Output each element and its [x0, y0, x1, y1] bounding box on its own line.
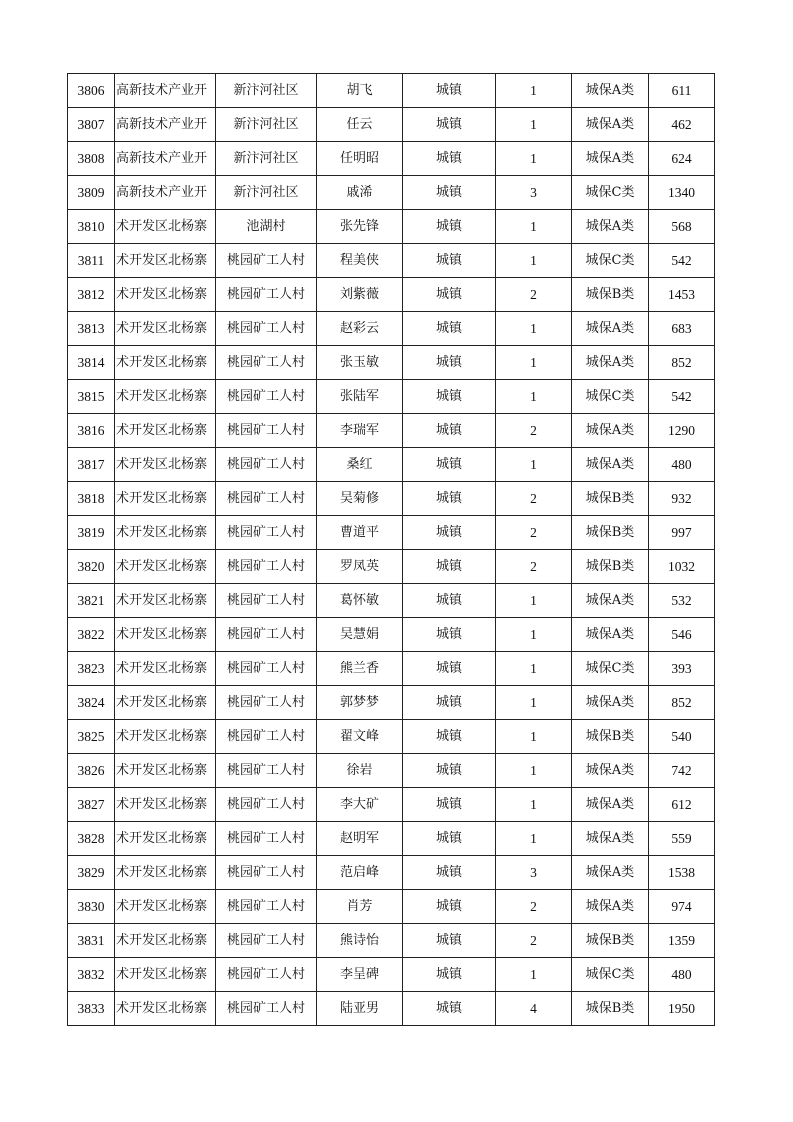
row-name-cell: 范启峰 — [317, 856, 403, 890]
row-seq-cell: 3825 — [68, 720, 115, 754]
row-type-cell: 城镇 — [403, 414, 496, 448]
row-seq-cell: 3820 — [68, 550, 115, 584]
row-category-cell: 城保B类 — [572, 924, 649, 958]
row-count-cell: 2 — [496, 414, 572, 448]
row-area-cell: 术开发区北杨寨 — [115, 414, 216, 448]
row-seq-cell: 3811 — [68, 244, 115, 278]
row-area-cell: 术开发区北杨寨 — [115, 482, 216, 516]
row-amount-cell: 542 — [649, 380, 715, 414]
row-seq-cell: 3816 — [68, 414, 115, 448]
row-name-cell: 肖芳 — [317, 890, 403, 924]
row-seq-cell: 3824 — [68, 686, 115, 720]
row-category-cell: 城保A类 — [572, 618, 649, 652]
row-amount-cell: 997 — [649, 516, 715, 550]
row-type-cell: 城镇 — [403, 822, 496, 856]
row-category-cell: 城保C类 — [572, 244, 649, 278]
row-count-cell: 1 — [496, 312, 572, 346]
row-count-cell: 2 — [496, 890, 572, 924]
row-name-cell: 葛怀敏 — [317, 584, 403, 618]
row-category-cell: 城保A类 — [572, 210, 649, 244]
row-community-cell: 桃园矿工人村 — [216, 890, 317, 924]
row-count-cell: 1 — [496, 754, 572, 788]
row-seq-cell: 3813 — [68, 312, 115, 346]
row-name-cell: 桑红 — [317, 448, 403, 482]
row-amount-cell: 974 — [649, 890, 715, 924]
table-row — [68, 414, 715, 448]
row-community-cell: 桃园矿工人村 — [216, 550, 317, 584]
row-area-cell: 术开发区北杨寨 — [115, 890, 216, 924]
row-area-cell: 术开发区北杨寨 — [115, 516, 216, 550]
row-area-cell: 术开发区北杨寨 — [115, 312, 216, 346]
row-amount-cell: 480 — [649, 448, 715, 482]
row-name-cell: 刘紫薇 — [317, 278, 403, 312]
row-type-cell: 城镇 — [403, 210, 496, 244]
row-name-cell: 吴慧娟 — [317, 618, 403, 652]
row-type-cell: 城镇 — [403, 448, 496, 482]
row-seq-cell: 3806 — [68, 74, 115, 108]
row-community-cell: 新汴河社区 — [216, 74, 317, 108]
row-seq-cell: 3829 — [68, 856, 115, 890]
row-seq-cell: 3817 — [68, 448, 115, 482]
row-name-cell: 张玉敏 — [317, 346, 403, 380]
row-area-cell: 高新技术产业开 — [115, 142, 216, 176]
row-name-cell: 任云 — [317, 108, 403, 142]
row-category-cell: 城保B类 — [572, 550, 649, 584]
table-row — [68, 686, 715, 720]
row-type-cell: 城镇 — [403, 788, 496, 822]
row-seq-cell: 3831 — [68, 924, 115, 958]
row-name-cell: 熊诗怡 — [317, 924, 403, 958]
row-count-cell: 1 — [496, 788, 572, 822]
row-name-cell: 罗凤英 — [317, 550, 403, 584]
row-seq-cell: 3822 — [68, 618, 115, 652]
row-type-cell: 城镇 — [403, 278, 496, 312]
table-body — [68, 74, 715, 1026]
row-community-cell: 桃园矿工人村 — [216, 720, 317, 754]
row-type-cell: 城镇 — [403, 754, 496, 788]
row-category-cell: 城保A类 — [572, 754, 649, 788]
row-count-cell: 1 — [496, 210, 572, 244]
table-row — [68, 618, 715, 652]
row-category-cell: 城保C类 — [572, 652, 649, 686]
row-community-cell: 桃园矿工人村 — [216, 278, 317, 312]
row-count-cell: 1 — [496, 686, 572, 720]
table-row — [68, 958, 715, 992]
row-seq-cell: 3826 — [68, 754, 115, 788]
row-amount-cell: 1359 — [649, 924, 715, 958]
row-community-cell: 桃园矿工人村 — [216, 584, 317, 618]
row-community-cell: 池湖村 — [216, 210, 317, 244]
row-name-cell: 徐岩 — [317, 754, 403, 788]
row-area-cell: 术开发区北杨寨 — [115, 822, 216, 856]
row-amount-cell: 624 — [649, 142, 715, 176]
row-seq-cell: 3827 — [68, 788, 115, 822]
table-row — [68, 992, 715, 1026]
table-row — [68, 584, 715, 618]
row-community-cell: 桃园矿工人村 — [216, 924, 317, 958]
row-seq-cell: 3814 — [68, 346, 115, 380]
row-count-cell: 2 — [496, 516, 572, 550]
row-count-cell: 1 — [496, 652, 572, 686]
row-count-cell: 1 — [496, 108, 572, 142]
row-area-cell: 术开发区北杨寨 — [115, 754, 216, 788]
row-count-cell: 1 — [496, 720, 572, 754]
row-community-cell: 桃园矿工人村 — [216, 448, 317, 482]
table-row — [68, 754, 715, 788]
row-area-cell: 术开发区北杨寨 — [115, 244, 216, 278]
row-name-cell: 程美侠 — [317, 244, 403, 278]
row-area-cell: 术开发区北杨寨 — [115, 992, 216, 1026]
row-amount-cell: 683 — [649, 312, 715, 346]
row-seq-cell: 3830 — [68, 890, 115, 924]
row-area-cell: 术开发区北杨寨 — [115, 652, 216, 686]
row-community-cell: 桃园矿工人村 — [216, 958, 317, 992]
row-name-cell: 曹道平 — [317, 516, 403, 550]
row-amount-cell: 559 — [649, 822, 715, 856]
row-type-cell: 城镇 — [403, 380, 496, 414]
row-seq-cell: 3812 — [68, 278, 115, 312]
row-name-cell: 熊兰香 — [317, 652, 403, 686]
row-amount-cell: 1032 — [649, 550, 715, 584]
row-category-cell: 城保A类 — [572, 312, 649, 346]
row-amount-cell: 612 — [649, 788, 715, 822]
row-category-cell: 城保A类 — [572, 414, 649, 448]
row-community-cell: 桃园矿工人村 — [216, 788, 317, 822]
row-area-cell: 术开发区北杨寨 — [115, 210, 216, 244]
row-type-cell: 城镇 — [403, 312, 496, 346]
row-community-cell: 桃园矿工人村 — [216, 856, 317, 890]
row-count-cell: 1 — [496, 958, 572, 992]
row-community-cell: 新汴河社区 — [216, 108, 317, 142]
row-amount-cell: 546 — [649, 618, 715, 652]
row-count-cell: 3 — [496, 856, 572, 890]
row-community-cell: 桃园矿工人村 — [216, 346, 317, 380]
table-row — [68, 74, 715, 108]
row-name-cell: 赵彩云 — [317, 312, 403, 346]
row-amount-cell: 932 — [649, 482, 715, 516]
row-count-cell: 2 — [496, 550, 572, 584]
row-type-cell: 城镇 — [403, 924, 496, 958]
row-type-cell: 城镇 — [403, 890, 496, 924]
row-area-cell: 术开发区北杨寨 — [115, 346, 216, 380]
row-seq-cell: 3815 — [68, 380, 115, 414]
row-amount-cell: 462 — [649, 108, 715, 142]
row-category-cell: 城保B类 — [572, 482, 649, 516]
row-count-cell: 1 — [496, 346, 572, 380]
table-row — [68, 278, 715, 312]
table-row — [68, 788, 715, 822]
row-count-cell: 2 — [496, 924, 572, 958]
row-count-cell: 1 — [496, 380, 572, 414]
table-row — [68, 380, 715, 414]
row-amount-cell: 542 — [649, 244, 715, 278]
table-row — [68, 244, 715, 278]
row-community-cell: 桃园矿工人村 — [216, 414, 317, 448]
row-category-cell: 城保A类 — [572, 890, 649, 924]
row-amount-cell: 480 — [649, 958, 715, 992]
row-type-cell: 城镇 — [403, 108, 496, 142]
row-category-cell: 城保A类 — [572, 346, 649, 380]
table-row — [68, 448, 715, 482]
table-row — [68, 108, 715, 142]
row-area-cell: 术开发区北杨寨 — [115, 618, 216, 652]
row-amount-cell: 1950 — [649, 992, 715, 1026]
row-seq-cell: 3818 — [68, 482, 115, 516]
row-seq-cell: 3828 — [68, 822, 115, 856]
row-type-cell: 城镇 — [403, 176, 496, 210]
row-type-cell: 城镇 — [403, 516, 496, 550]
row-community-cell: 新汴河社区 — [216, 176, 317, 210]
row-count-cell: 2 — [496, 278, 572, 312]
row-category-cell: 城保C类 — [572, 176, 649, 210]
row-name-cell: 吴菊修 — [317, 482, 403, 516]
row-seq-cell: 3823 — [68, 652, 115, 686]
row-name-cell: 李呈碑 — [317, 958, 403, 992]
row-amount-cell: 540 — [649, 720, 715, 754]
row-area-cell: 术开发区北杨寨 — [115, 856, 216, 890]
row-type-cell: 城镇 — [403, 550, 496, 584]
row-amount-cell: 1538 — [649, 856, 715, 890]
row-community-cell: 桃园矿工人村 — [216, 244, 317, 278]
row-seq-cell: 3832 — [68, 958, 115, 992]
row-area-cell: 术开发区北杨寨 — [115, 788, 216, 822]
table-row — [68, 822, 715, 856]
row-name-cell: 陆亚男 — [317, 992, 403, 1026]
row-area-cell: 术开发区北杨寨 — [115, 686, 216, 720]
row-community-cell: 桃园矿工人村 — [216, 380, 317, 414]
row-count-cell: 1 — [496, 618, 572, 652]
row-count-cell: 2 — [496, 482, 572, 516]
row-type-cell: 城镇 — [403, 992, 496, 1026]
row-count-cell: 4 — [496, 992, 572, 1026]
row-category-cell: 城保A类 — [572, 822, 649, 856]
row-count-cell: 1 — [496, 142, 572, 176]
table-row — [68, 720, 715, 754]
row-count-cell: 1 — [496, 584, 572, 618]
row-category-cell: 城保A类 — [572, 108, 649, 142]
row-category-cell: 城保A类 — [572, 686, 649, 720]
row-community-cell: 桃园矿工人村 — [216, 516, 317, 550]
row-area-cell: 术开发区北杨寨 — [115, 278, 216, 312]
row-type-cell: 城镇 — [403, 856, 496, 890]
row-type-cell: 城镇 — [403, 244, 496, 278]
row-area-cell: 高新技术产业开 — [115, 108, 216, 142]
row-area-cell: 术开发区北杨寨 — [115, 720, 216, 754]
table-row — [68, 890, 715, 924]
row-name-cell: 赵明军 — [317, 822, 403, 856]
table-row — [68, 176, 715, 210]
row-community-cell: 桃园矿工人村 — [216, 992, 317, 1026]
row-seq-cell: 3833 — [68, 992, 115, 1026]
row-area-cell: 高新技术产业开 — [115, 74, 216, 108]
row-seq-cell: 3807 — [68, 108, 115, 142]
row-area-cell: 术开发区北杨寨 — [115, 958, 216, 992]
table-row — [68, 210, 715, 244]
row-seq-cell: 3821 — [68, 584, 115, 618]
row-type-cell: 城镇 — [403, 958, 496, 992]
row-name-cell: 李瑞军 — [317, 414, 403, 448]
row-category-cell: 城保A类 — [572, 74, 649, 108]
row-community-cell: 桃园矿工人村 — [216, 652, 317, 686]
row-seq-cell: 3810 — [68, 210, 115, 244]
row-type-cell: 城镇 — [403, 652, 496, 686]
row-amount-cell: 1453 — [649, 278, 715, 312]
row-seq-cell: 3809 — [68, 176, 115, 210]
row-community-cell: 新汴河社区 — [216, 142, 317, 176]
row-area-cell: 术开发区北杨寨 — [115, 448, 216, 482]
row-amount-cell: 742 — [649, 754, 715, 788]
row-count-cell: 1 — [496, 822, 572, 856]
row-type-cell: 城镇 — [403, 482, 496, 516]
row-seq-cell: 3819 — [68, 516, 115, 550]
row-type-cell: 城镇 — [403, 74, 496, 108]
row-type-cell: 城镇 — [403, 142, 496, 176]
row-category-cell: 城保B类 — [572, 516, 649, 550]
row-category-cell: 城保A类 — [572, 448, 649, 482]
row-amount-cell: 393 — [649, 652, 715, 686]
table-row — [68, 652, 715, 686]
row-type-cell: 城镇 — [403, 584, 496, 618]
row-name-cell: 任明昭 — [317, 142, 403, 176]
row-amount-cell: 568 — [649, 210, 715, 244]
row-count-cell: 1 — [496, 74, 572, 108]
row-category-cell: 城保A类 — [572, 142, 649, 176]
row-community-cell: 桃园矿工人村 — [216, 754, 317, 788]
row-seq-cell: 3808 — [68, 142, 115, 176]
row-type-cell: 城镇 — [403, 346, 496, 380]
row-type-cell: 城镇 — [403, 618, 496, 652]
row-name-cell: 李大矿 — [317, 788, 403, 822]
data-table — [67, 73, 715, 1026]
row-amount-cell: 852 — [649, 346, 715, 380]
row-community-cell: 桃园矿工人村 — [216, 618, 317, 652]
row-community-cell: 桃园矿工人村 — [216, 482, 317, 516]
table-row — [68, 142, 715, 176]
table-row — [68, 482, 715, 516]
table-row — [68, 924, 715, 958]
row-amount-cell: 611 — [649, 74, 715, 108]
row-category-cell: 城保A类 — [572, 788, 649, 822]
row-area-cell: 高新技术产业开 — [115, 176, 216, 210]
row-amount-cell: 532 — [649, 584, 715, 618]
row-community-cell: 桃园矿工人村 — [216, 822, 317, 856]
row-name-cell: 翟文峰 — [317, 720, 403, 754]
row-category-cell: 城保B类 — [572, 278, 649, 312]
row-community-cell: 桃园矿工人村 — [216, 686, 317, 720]
row-count-cell: 1 — [496, 244, 572, 278]
row-area-cell: 术开发区北杨寨 — [115, 380, 216, 414]
row-name-cell: 张先锋 — [317, 210, 403, 244]
table-row — [68, 516, 715, 550]
row-amount-cell: 1290 — [649, 414, 715, 448]
table-row — [68, 550, 715, 584]
row-type-cell: 城镇 — [403, 686, 496, 720]
row-community-cell: 桃园矿工人村 — [216, 312, 317, 346]
row-category-cell: 城保C类 — [572, 380, 649, 414]
row-amount-cell: 1340 — [649, 176, 715, 210]
row-area-cell: 术开发区北杨寨 — [115, 924, 216, 958]
row-category-cell: 城保A类 — [572, 584, 649, 618]
row-type-cell: 城镇 — [403, 720, 496, 754]
row-count-cell: 1 — [496, 448, 572, 482]
table-row — [68, 346, 715, 380]
row-count-cell: 3 — [496, 176, 572, 210]
table-row — [68, 312, 715, 346]
row-category-cell: 城保A类 — [572, 856, 649, 890]
row-category-cell: 城保B类 — [572, 720, 649, 754]
row-amount-cell: 852 — [649, 686, 715, 720]
row-area-cell: 术开发区北杨寨 — [115, 550, 216, 584]
table-row — [68, 856, 715, 890]
row-area-cell: 术开发区北杨寨 — [115, 584, 216, 618]
row-name-cell: 郭梦梦 — [317, 686, 403, 720]
row-category-cell: 城保C类 — [572, 958, 649, 992]
row-category-cell: 城保B类 — [572, 992, 649, 1026]
row-name-cell: 张陆军 — [317, 380, 403, 414]
row-name-cell: 戚浠 — [317, 176, 403, 210]
row-name-cell: 胡飞 — [317, 74, 403, 108]
